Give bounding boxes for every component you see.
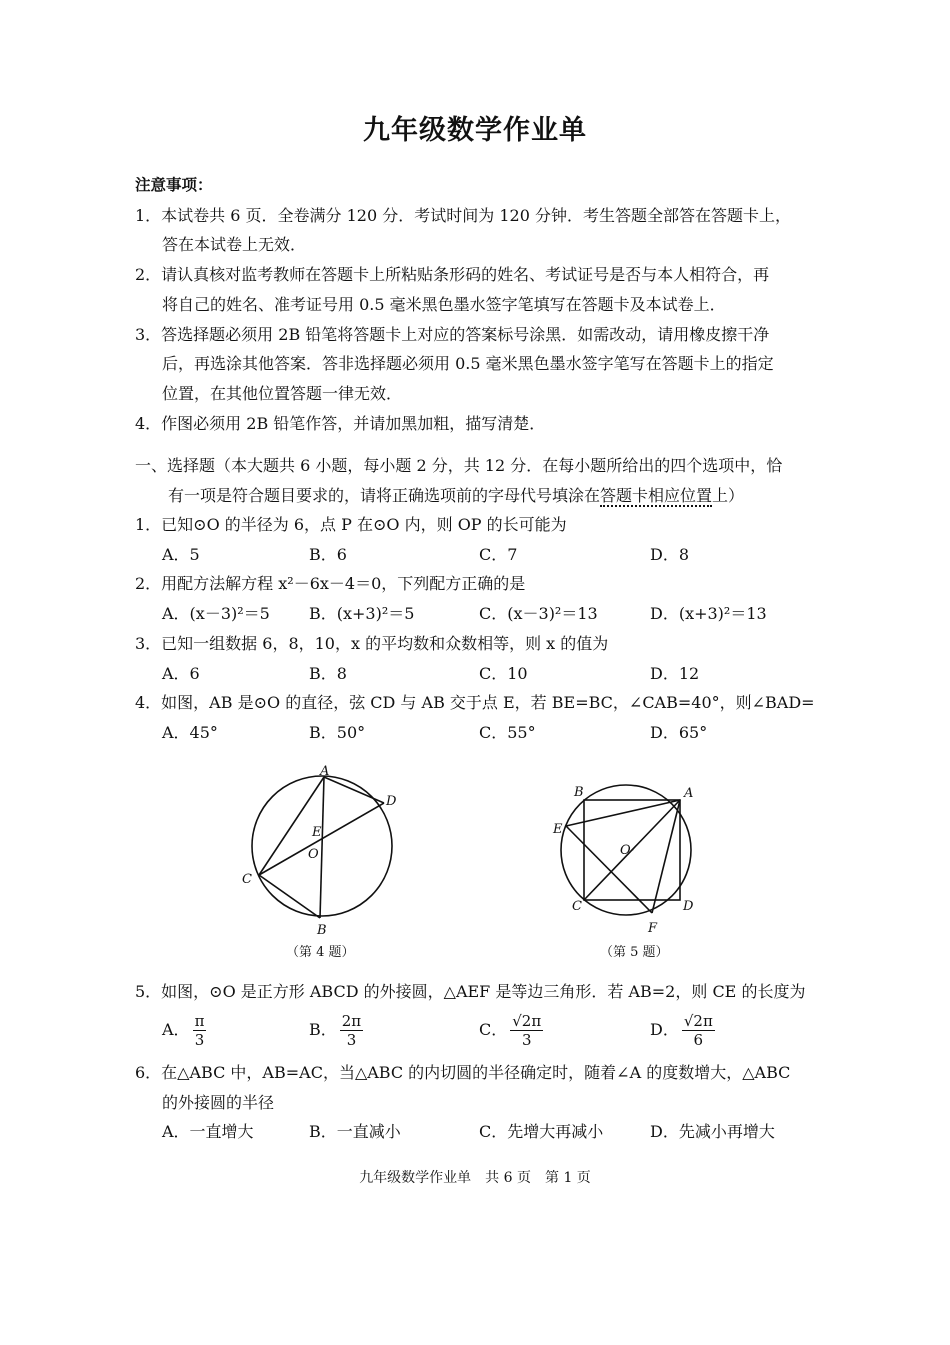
option-c[interactable]: C．(x－3)²＝13 bbox=[479, 604, 598, 623]
numerator: 2π bbox=[341, 1012, 362, 1030]
denominator: 6 bbox=[693, 1031, 704, 1049]
option-c[interactable] bbox=[479, 1012, 543, 1049]
option-d[interactable]: D．先减小再增大 bbox=[650, 1122, 775, 1141]
denominator: 3 bbox=[346, 1031, 357, 1049]
page-title: 九年级数学作业单 bbox=[363, 115, 587, 146]
option-b[interactable]: B．(x+3)²＝5 bbox=[309, 604, 415, 623]
fig5-label-f: F bbox=[648, 921, 658, 935]
fig4-diameter-ab bbox=[320, 777, 324, 918]
fig4-label-o: O bbox=[308, 847, 319, 862]
fig4-segment-ad bbox=[324, 777, 384, 803]
question-stem: 1．已知⊙O 的半径为 6，点 P 在⊙O 内，则 OP 的长可能为 bbox=[135, 515, 567, 534]
option-a[interactable] bbox=[162, 1012, 206, 1049]
option-d[interactable]: D．(x+3)²＝13 bbox=[650, 604, 767, 623]
notice-heading: 注意事项： bbox=[135, 175, 213, 194]
question-stem: 4．如图，AB 是⊙O 的直径，弦 CD 与 AB 交于点 E，若 BE=BC，∠CAB=40°，则∠BAD= bbox=[135, 693, 815, 712]
fraction bbox=[510, 1012, 543, 1049]
option-a[interactable]: A．45° bbox=[162, 723, 218, 742]
option-b[interactable]: B．6 bbox=[309, 545, 347, 564]
option-b[interactable]: B．50° bbox=[309, 723, 366, 742]
figure-5-diagram bbox=[545, 775, 715, 935]
fraction bbox=[193, 1012, 207, 1049]
option-label: C． bbox=[479, 1020, 508, 1039]
option-label: D． bbox=[650, 1020, 679, 1039]
figure-4-caption: （第 4 题） bbox=[286, 945, 355, 960]
notice-line: 4．作图必须用 2B 铅笔作答，并请加黑加粗，描写清楚． bbox=[135, 414, 546, 433]
option-c[interactable]: C．55° bbox=[479, 723, 536, 742]
section-heading: 一、选择题（本大题共 6 小题，每小题 2 分，共 12 分．在每小题所给出的四个选项中，恰 bbox=[135, 456, 783, 475]
section-heading-cont bbox=[168, 483, 744, 506]
option-c[interactable]: C．10 bbox=[479, 664, 528, 683]
option-d[interactable]: D．12 bbox=[650, 664, 700, 683]
fig5-label-c: C bbox=[572, 899, 582, 914]
fraction bbox=[340, 1012, 363, 1049]
emphasis-text: 答题卡相应位置 bbox=[600, 486, 713, 505]
fig5-side-af bbox=[652, 800, 680, 913]
option-label: A． bbox=[162, 1020, 190, 1039]
option-b[interactable] bbox=[309, 1012, 363, 1049]
fraction bbox=[682, 1012, 715, 1049]
option-b[interactable]: B．一直减小 bbox=[309, 1122, 401, 1141]
fig5-label-d: D bbox=[683, 899, 694, 914]
notice-line: 位置，在其他位置答题一律无效． bbox=[162, 384, 403, 403]
question-stem: 2．用配方法解方程 x²－6x－4＝0，下列配方正确的是 bbox=[135, 574, 526, 593]
option-a[interactable]: A．(x－3)²＝5 bbox=[162, 604, 270, 623]
page-footer: 九年级数学作业单 共 6 页 第 1 页 bbox=[359, 1170, 591, 1186]
fig5-label-o: O· bbox=[620, 843, 635, 858]
denominator: 3 bbox=[521, 1031, 532, 1049]
option-label: B． bbox=[309, 1020, 337, 1039]
notice-line: 3．答选择题必须用 2B 铅笔将答题卡上对应的答案标号涂黑．如需改动，请用橡皮擦干净 bbox=[135, 325, 770, 344]
fig5-label-e: E bbox=[553, 822, 563, 837]
question-stem-cont: 的外接圆的半径 bbox=[162, 1093, 275, 1112]
fig5-label-a: A bbox=[684, 786, 694, 801]
fig4-label-d: D bbox=[386, 794, 397, 809]
fig5-side-ae bbox=[566, 800, 680, 826]
fig4-label-c: C bbox=[242, 872, 252, 887]
section-heading-text: 上） bbox=[712, 486, 745, 505]
option-c[interactable]: C．先增大再减小 bbox=[479, 1122, 604, 1141]
fig5-label-b: B bbox=[574, 785, 584, 800]
question-stem: 6．在△ABC 中，AB=AC，当△ABC 的内切圆的半径确定时，随着∠A 的度数增大，△ABC bbox=[135, 1063, 791, 1082]
option-d[interactable]: D．65° bbox=[650, 723, 708, 742]
section-heading-text: 有一项是符合题目要求的，请将正确选项前的字母代号填涂在 bbox=[168, 486, 601, 505]
notice-line: 1．本试卷共 6 页．全卷满分 120 分．考试时间为 120 分钟．考生答题全部答在答题卡上， bbox=[135, 206, 791, 225]
fig4-label-e: E bbox=[312, 825, 322, 840]
notice-line: 将自己的姓名、准考证号用 0.5 毫米黑色墨水签字笔填写在答题卡及本试卷上． bbox=[162, 295, 726, 314]
option-c[interactable]: C．7 bbox=[479, 545, 518, 564]
numerator: √2π bbox=[683, 1012, 713, 1030]
fig4-label-b: B bbox=[317, 923, 327, 938]
fig4-segment-bc bbox=[259, 875, 320, 918]
numerator: √2π bbox=[512, 1012, 542, 1030]
notice-line: 后，再选涂其他答案．答非选择题必须用 0.5 毫米黑色墨水签字笔写在答题卡上的指定 bbox=[162, 354, 774, 373]
denominator: 3 bbox=[194, 1031, 205, 1049]
option-a[interactable]: A．一直增大 bbox=[162, 1122, 254, 1141]
option-d[interactable]: D．8 bbox=[650, 545, 690, 564]
option-a[interactable]: A．5 bbox=[162, 545, 200, 564]
question-stem: 3．已知一组数据 6，8，10，x 的平均数和众数相等，则 x 的值为 bbox=[135, 634, 609, 653]
question-stem: 5．如图，⊙O 是正方形 ABCD 的外接圆，△AEF 是等边三角形．若 AB=2，则 CE 的长度为 bbox=[135, 982, 806, 1001]
notice-line: 答在本试卷上无效． bbox=[162, 235, 307, 254]
notice-line: 2．请认真核对监考教师在答题卡上所粘贴条形码的姓名、考试证号是否与本人相符合，再 bbox=[135, 265, 770, 284]
figure-5-caption: （第 5 题） bbox=[600, 945, 669, 960]
fig4-label-a: A bbox=[320, 764, 330, 779]
option-d[interactable] bbox=[650, 1012, 715, 1049]
option-b[interactable]: B．8 bbox=[309, 664, 347, 683]
option-a[interactable]: A．6 bbox=[162, 664, 200, 683]
numerator: π bbox=[194, 1012, 205, 1030]
figure-4-diagram bbox=[230, 760, 410, 940]
